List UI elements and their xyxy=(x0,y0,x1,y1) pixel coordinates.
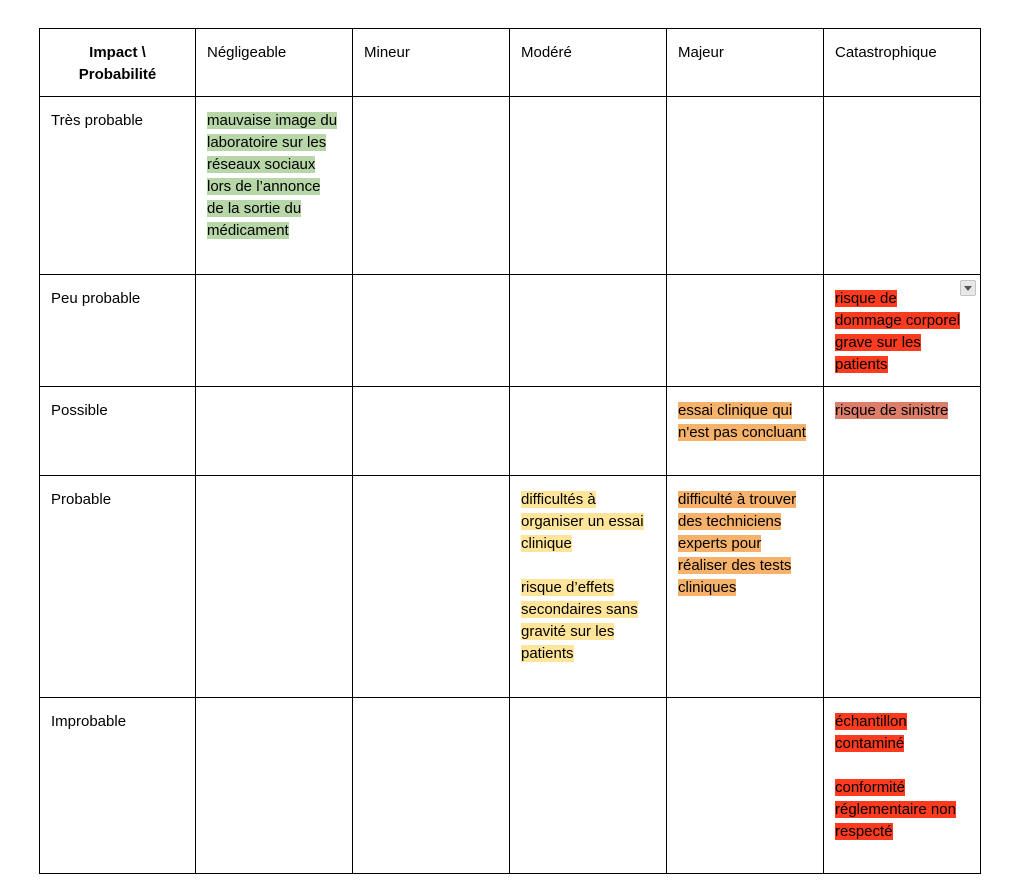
cell-improbable-modere[interactable] xyxy=(510,698,667,874)
cell-improbable-majeur[interactable] xyxy=(667,698,824,874)
cell-peu-probable-majeur[interactable] xyxy=(667,275,824,387)
column-header-negligeable: Négligeable xyxy=(196,29,353,97)
row-label-peu-probable: Peu probable xyxy=(40,275,196,387)
risk-entry-essai-non-concluant: essai clinique qui n'est pas concluant xyxy=(678,402,806,441)
cell-peu-probable-negligeable[interactable] xyxy=(196,275,353,387)
row-peu-probable xyxy=(40,275,981,387)
risk-entry-dommage-corporel: risque de dommage corporel grave sur les patients xyxy=(835,290,961,373)
corner-header-probability: Probabilité xyxy=(78,66,157,83)
cell-probable-modere[interactable] xyxy=(510,476,667,698)
cell-tres-probable-mineur[interactable] xyxy=(353,97,510,275)
dropdown-arrow-icon[interactable] xyxy=(960,280,976,296)
column-header-mineur: Mineur xyxy=(353,29,510,97)
risk-entry-techniciens-experts: difficulté à trouver des techniciens experts pour réaliser des tests cliniques xyxy=(678,491,797,596)
column-header-majeur: Majeur xyxy=(667,29,824,97)
corner-header xyxy=(40,29,196,97)
risk-matrix-table xyxy=(39,28,981,874)
row-label-tres-probable: Très probable xyxy=(40,97,196,275)
cell-possible-majeur[interactable] xyxy=(667,387,824,476)
cell-possible-catastrophique[interactable] xyxy=(824,387,981,476)
row-label-improbable: Improbable xyxy=(40,698,196,874)
cell-possible-mineur[interactable] xyxy=(353,387,510,476)
row-label-probable: Probable xyxy=(40,476,196,698)
risk-entry-echantillon-contamine: échantillon contaminé xyxy=(835,713,907,752)
cell-tres-probable-majeur[interactable] xyxy=(667,97,824,275)
risk-entry-organiser-essai: difficultés à organiser un essai clinique xyxy=(521,491,644,552)
cell-peu-probable-mineur[interactable] xyxy=(353,275,510,387)
row-tres-probable xyxy=(40,97,981,275)
column-header-modere: Modéré xyxy=(510,29,667,97)
risk-entry-conformite-reglementaire: conformité réglementaire non respecté xyxy=(835,779,956,840)
risk-entry-effets-secondaires: risque d’effets secondaires sans gravité sur les patients xyxy=(521,579,638,662)
cell-probable-majeur[interactable] xyxy=(667,476,824,698)
cell-improbable-catastrophique[interactable] xyxy=(824,698,981,874)
cell-tres-probable-catastrophique[interactable] xyxy=(824,97,981,275)
row-possible xyxy=(40,387,981,476)
corner-header-impact: Impact \ xyxy=(89,44,146,61)
cell-probable-negligeable[interactable] xyxy=(196,476,353,698)
cell-probable-mineur[interactable] xyxy=(353,476,510,698)
header-row xyxy=(40,29,981,97)
cell-tres-probable-modere[interactable] xyxy=(510,97,667,275)
cell-improbable-mineur[interactable] xyxy=(353,698,510,874)
cell-peu-probable-catastrophique[interactable] xyxy=(824,275,981,387)
row-probable xyxy=(40,476,981,698)
risk-entry-mauvaise-image: mauvaise image du laboratoire sur les réseaux sociaux lors de l’annonce de la sortie du médicament xyxy=(207,112,338,239)
cell-probable-catastrophique[interactable] xyxy=(824,476,981,698)
cell-improbable-negligeable[interactable] xyxy=(196,698,353,874)
cell-peu-probable-modere[interactable] xyxy=(510,275,667,387)
row-label-possible: Possible xyxy=(40,387,196,476)
column-header-catastrophique: Catastrophique xyxy=(824,29,981,97)
risk-entry-sinistre: risque de sinistre xyxy=(835,402,949,419)
cell-possible-modere[interactable] xyxy=(510,387,667,476)
cell-tres-probable-negligeable[interactable] xyxy=(196,97,353,275)
cell-possible-negligeable[interactable] xyxy=(196,387,353,476)
row-improbable xyxy=(40,698,981,874)
